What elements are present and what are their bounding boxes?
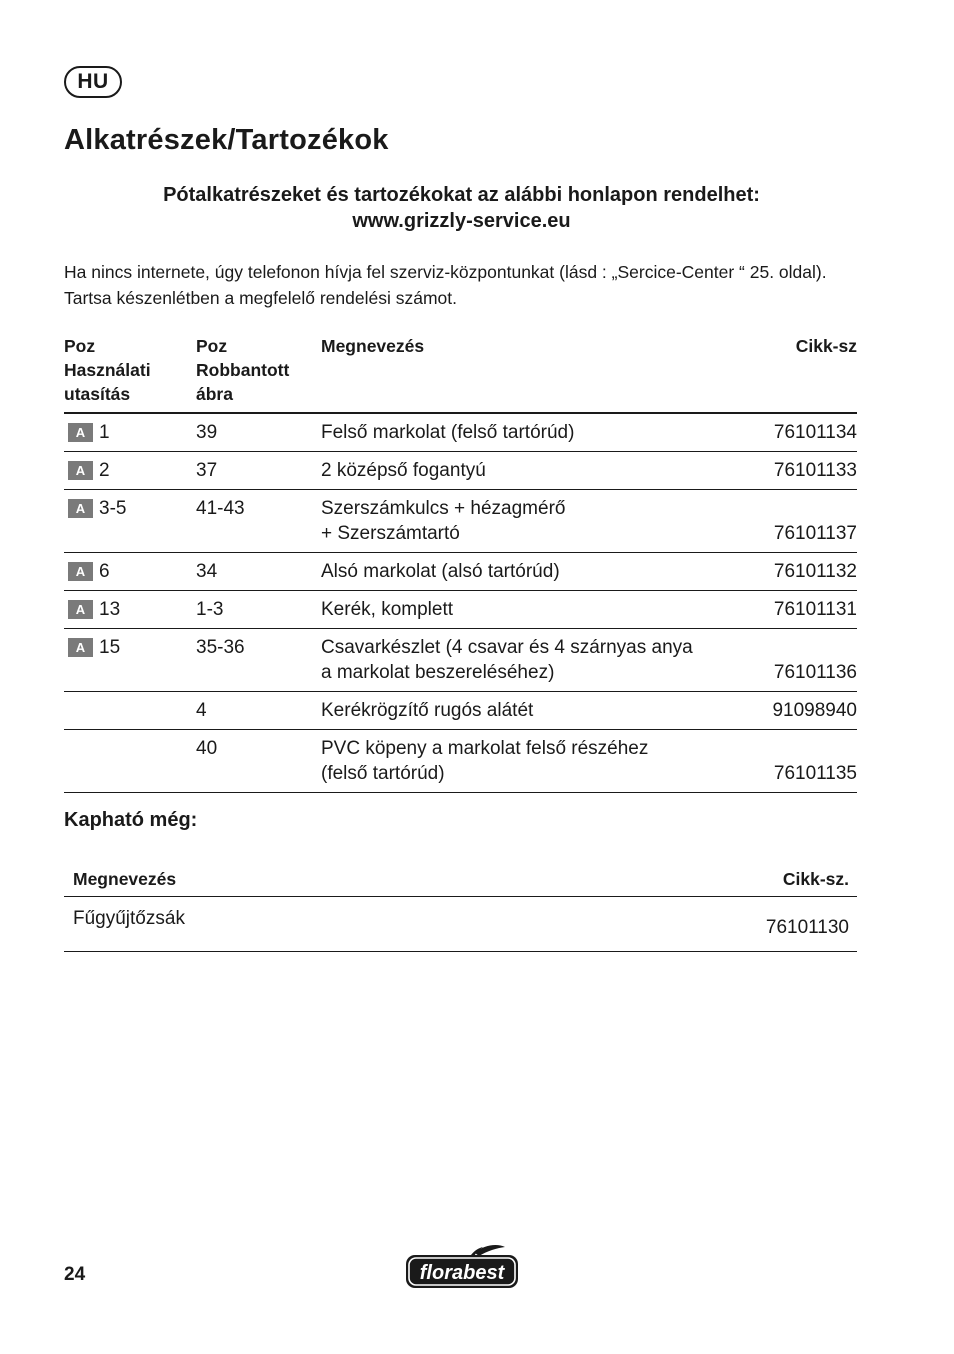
part-name-line: (felső tartórúd) — [321, 763, 445, 784]
pos-drawing: 40 — [196, 730, 321, 793]
pos-manual: 2 — [99, 460, 110, 481]
article-number: 76101136 — [758, 629, 857, 692]
part-name — [321, 591, 758, 629]
header-line: Poz — [64, 336, 96, 356]
part-name — [321, 490, 758, 553]
page-number: 24 — [64, 1264, 86, 1285]
part-name-line: Alsó markolat (alsó tartórúd) — [321, 561, 560, 582]
pos-manual: 13 — [99, 599, 121, 620]
extra-table — [64, 869, 857, 952]
part-name — [321, 452, 758, 490]
header-article: Cikk-sz — [758, 334, 857, 413]
part-name — [321, 413, 758, 452]
florabest-logo-mark — [405, 1244, 519, 1290]
table-row — [64, 553, 857, 591]
part-name-line: Kerékrögzítő rugós alátét — [321, 700, 534, 721]
article-number: 76101133 — [758, 452, 857, 490]
order-note-text: Pótalkatrészeket és tartozékokat az alábbi honlapon rendelhet: — [163, 184, 760, 206]
part-name-line: + Szerszámtartó — [321, 523, 460, 544]
pos-drawing: 37 — [196, 452, 321, 490]
extra-table-header — [64, 869, 857, 897]
pos-drawing: 39 — [196, 413, 321, 452]
part-name-line: Kerék, komplett — [321, 599, 453, 620]
header-pos-drawing — [196, 334, 321, 413]
brand-wordmark: florabest — [419, 1262, 505, 1284]
table-row — [64, 730, 857, 793]
table-row — [64, 452, 857, 490]
article-number: 76101134 — [758, 413, 857, 452]
extra-header-name: Megnevezés — [64, 869, 510, 897]
pos-drawing: 4 — [196, 692, 321, 730]
header-pos-manual — [64, 334, 196, 413]
pos-manual-cell — [64, 413, 196, 452]
figure-a-badge: A — [68, 638, 93, 657]
part-name-line: PVC köpeny a markolat felső részéhez — [321, 738, 649, 759]
pos-manual: 6 — [99, 561, 110, 582]
table-row — [64, 629, 857, 692]
parts-table — [64, 334, 857, 793]
pos-drawing: 41-43 — [196, 490, 321, 553]
header-line: ábra — [196, 384, 233, 404]
header-line: Használati — [64, 360, 151, 380]
part-name-line: Szerszámkulcs + hézagmérő — [321, 498, 566, 519]
parts-table-body — [64, 413, 857, 793]
figure-a-badge: A — [68, 600, 93, 619]
table-row — [64, 413, 857, 452]
figure-a-badge: A — [68, 423, 93, 442]
article-number: 76101132 — [758, 553, 857, 591]
table-row — [64, 692, 857, 730]
part-name — [321, 692, 758, 730]
pos-manual-cell — [64, 490, 196, 553]
parts-table-header — [64, 334, 857, 413]
extra-item-article: 76101130 — [510, 897, 857, 952]
pos-manual-cell — [64, 591, 196, 629]
language-badge: HU — [64, 66, 122, 98]
header-name: Megnevezés — [321, 334, 758, 413]
pos-manual: 1 — [99, 422, 110, 443]
header-line: Robbantott — [196, 360, 290, 380]
service-website: www.grizzly-service.eu — [352, 210, 571, 232]
part-name-line: a markolat beszereléséhez) — [321, 662, 555, 683]
pos-manual: 3-5 — [99, 498, 127, 519]
part-name — [321, 730, 758, 793]
part-name-line: Felső markolat (felső tartórúd) — [321, 422, 575, 443]
part-name — [321, 629, 758, 692]
header-line: Poz — [196, 336, 228, 356]
extra-heading: Kapható még: — [64, 809, 198, 831]
pos-manual-cell — [64, 553, 196, 591]
pos-drawing: 1-3 — [196, 591, 321, 629]
page-title: Alkatrészek/Tartozékok — [64, 124, 389, 156]
article-number: 76101131 — [758, 591, 857, 629]
part-name-line: 2 középső fogantyú — [321, 460, 486, 481]
extra-item-name: Fűgyűjtőzsák — [64, 897, 510, 952]
extra-header-article: Cikk-sz. — [510, 869, 857, 897]
article-number: 76101135 — [758, 730, 857, 793]
part-name — [321, 553, 758, 591]
intro-paragraph: Ha nincs internete, úgy telefonon hívja fel szerviz-központunkat (lásd : „Sercice-Center “ 25. oldal). Tartsa készenlétben a megfelelő rendelési számot. — [64, 262, 827, 308]
pos-drawing: 35-36 — [196, 629, 321, 692]
pos-manual-cell — [64, 692, 196, 730]
article-number: 76101137 — [758, 490, 857, 553]
florabest-logo — [405, 1244, 519, 1295]
figure-a-badge: A — [68, 562, 93, 581]
pos-manual-cell — [64, 629, 196, 692]
table-row — [64, 591, 857, 629]
pos-drawing: 34 — [196, 553, 321, 591]
order-note — [64, 182, 859, 234]
pos-manual: 15 — [99, 637, 121, 658]
table-row — [64, 897, 857, 952]
header-line: utasítás — [64, 384, 131, 404]
figure-a-badge: A — [68, 499, 93, 518]
table-row — [64, 490, 857, 553]
pos-manual-cell — [64, 452, 196, 490]
part-name-line: Csavarkészlet (4 csavar és 4 szárnyas anya — [321, 637, 693, 658]
article-number: 91098940 — [758, 692, 857, 730]
figure-a-badge: A — [68, 461, 93, 480]
pos-manual-cell — [64, 730, 196, 793]
